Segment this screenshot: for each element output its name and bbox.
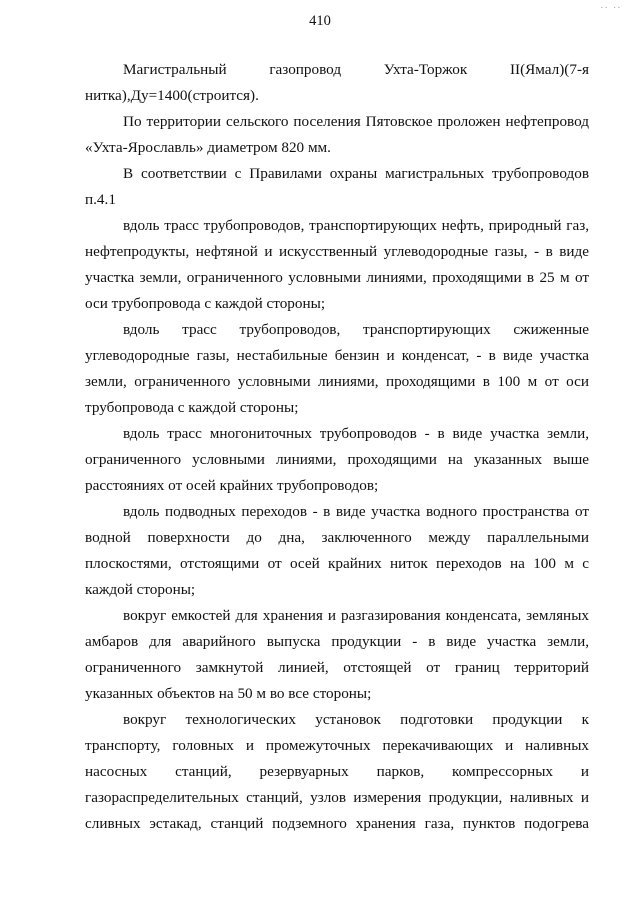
paragraph-multi-line-routes: вдоль трасс многониточных трубопроводов - в виде участка земли, ограниченного условными линиями, проходящими на указанных выше расстояниях от осей крайних трубопроводов; xyxy=(85,425,589,494)
paragraph-oil-pipeline: По территории сельского поселения Пятовское проложен нефтепровод «Ухта-Ярославль» диаметром 820 мм. xyxy=(85,113,589,156)
paragraph-rules-reference: В соответствии с Правилами охраны магистральных трубопроводов п.4.1 xyxy=(85,165,589,208)
page-number: 410 xyxy=(309,13,331,29)
paragraph-condensate-tanks: вокруг емкостей для хранения и разгазирования конденсата, земляных амбаров для аварийного выпуска продукции - в виде участка земли, ограниченного замкнутой линией, отстоящей от границ территорий указанных объектов на 50 м во все стороны; xyxy=(85,607,589,702)
paragraph-underwater-crossings: вдоль подводных переходов - в виде участка водного пространства от водной поверхности до дна, заключенного между параллельными плоскостями, отстоящими от осей крайних ниток переходов на 100 м с каждой стороны; xyxy=(85,503,589,598)
paragraph-liquefied-gas-routes: вдоль трасс трубопроводов, транспортирующих сжиженные углеводородные газы, нестабильные бензин и конденсат, - в виде участка земли, ограниченного условными линиями, проходящими в 100 м от оси трубопровода с каждой стороны; xyxy=(85,321,589,416)
corner-mark: .. .. xyxy=(600,0,622,10)
document-body xyxy=(85,57,589,837)
paragraph-technological-installations: вокруг технологических установок подготовки продукции к транспорту, головных и промежуточных перекачивающих и наливных насосных станций, резервуарных парков, компрессорных и газораспределительных станций, узлов измерения продукции, наливных и сливных эстакад, станций подземного хранения газа, пунктов подогрева xyxy=(85,711,589,832)
paragraph-oil-gas-routes: вдоль трасс трубопроводов, транспортирующих нефть, природный газ, нефтепродукты, нефтяной и искусственный углеводородные газы, - в виде участка земли, ограниченного условными линиями, проходящими в 25 м от оси трубопровода с каждой стороны; xyxy=(85,217,589,312)
paragraph-gas-pipeline: Магистральный газопровод Ухта-Торжок II(Ямал)(7-я нитка),Ду=1400(строится). xyxy=(85,61,589,104)
